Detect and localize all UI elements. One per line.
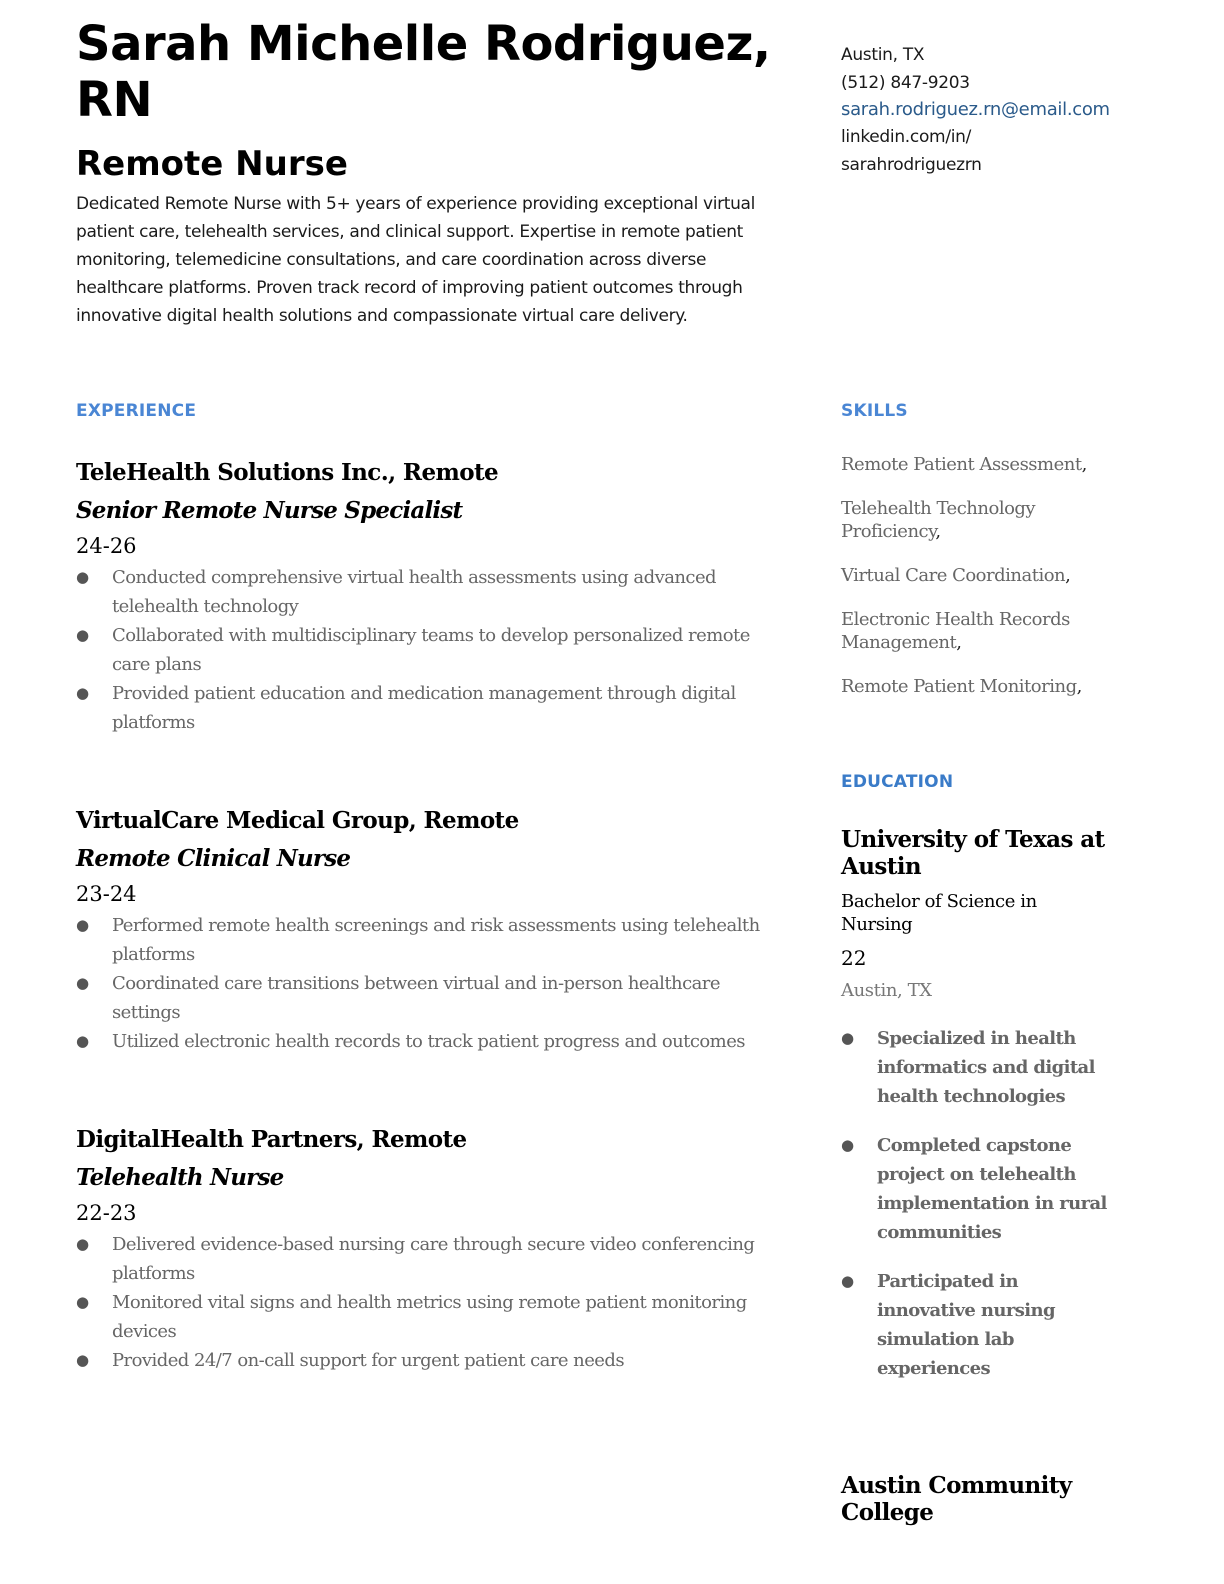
school-name: University of Texas at Austin [841,826,1105,880]
email-link[interactable]: sarah.rodriguez.rn@email.com [841,99,1110,120]
experience-entry [76,1124,776,1375]
responsibility-item: ● Coordinated care transitions between virtual and in-person healthcare settings [76,969,776,1027]
bullet-icon: ● [76,626,89,644]
bullet-icon: ● [841,1272,854,1290]
bullet-icon: ● [76,1293,89,1311]
position-title: Senior Remote Nurse Specialist [76,497,463,524]
bullet-icon: ● [76,1351,89,1369]
school-location: Austin, TX [841,980,932,1001]
responsibility-item: ● Utilized electronic health records to track patient progress and outcomes [76,1027,776,1056]
experience-entry [76,457,776,737]
responsibility-list [76,911,776,1056]
school-name: Austin Community College [841,1472,1072,1526]
company-name: DigitalHealth Partners, Remote [76,1126,467,1153]
skill-item: Remote Patient Assessment, [841,454,1087,475]
employment-dates: 22-23 [76,1201,137,1225]
responsibility-item: ● Provided patient education and medication management through digital platforms [76,679,776,737]
responsibility-item: ● Delivered evidence-based nursing care through secure video conferencing platforms [76,1230,776,1288]
bullet-icon: ● [76,916,89,934]
experience-entry [76,805,776,1056]
skill-item: Electronic Health Records Management, [841,609,1070,653]
responsibility-item: ● Monitored vital signs and health metrics using remote patient monitoring devices [76,1288,776,1346]
education-heading: EDUCATION [841,772,954,792]
professional-summary: Dedicated Remote Nurse with 5+ years of experience providing exceptional virtual patient care, telehealth services, and clinical support. Expertise in remote patient monitoring, telemedicine consultations, and care coordination across diverse healthcare platforms. Proven track record of improving patient outcomes through innovative digital health solutions and compassionate virtual care delivery. [76,194,755,326]
degree-name: Bachelor of Science in Nursing [841,891,1037,935]
company-name: VirtualCare Medical Group, Remote [76,807,519,834]
phone-number[interactable]: (512) 847-9203 [841,73,970,93]
responsibility-item: ● Performed remote health screenings and risk assessments using telehealth platforms [76,911,776,969]
position-title: Remote Clinical Nurse [76,845,351,872]
job-role-title: Remote Nurse [76,144,348,184]
education-entry [841,1472,1111,1526]
responsibility-item: ● Collaborated with multidisciplinary teams to develop personalized remote care plans [76,621,776,679]
responsibility-list [76,563,776,737]
bullet-icon: ● [76,1235,89,1253]
bullet-icon: ● [76,684,89,702]
experience-heading: EXPERIENCE [76,401,197,421]
contact-block [841,41,1111,179]
skills-heading: SKILLS [841,401,908,421]
bullet-icon: ● [76,568,89,586]
candidate-name: Sarah Michelle Rodriguez, RN [76,16,771,128]
graduation-year: 22 [841,946,867,970]
highlight-item: ● Participated in innovative nursing simulation lab experiences [841,1267,1111,1383]
location-text: Austin, TX [841,45,925,65]
highlight-item: ● Specialized in health informatics and digital health technologies [841,1024,1111,1111]
bullet-icon: ● [841,1029,854,1047]
highlight-item: ● Completed capstone project on telehealth implementation in rural communities [841,1131,1111,1247]
bullet-icon: ● [76,1032,89,1050]
responsibility-item: ● Provided 24/7 on-call support for urgent patient care needs [76,1346,776,1375]
position-title: Telehealth Nurse [76,1164,284,1191]
education-entry [841,826,1111,1403]
bullet-icon: ● [841,1136,854,1154]
skill-item: Telehealth Technology Proficiency, [841,498,1036,542]
employment-dates: 23-24 [76,882,137,906]
linkedin-link[interactable]: linkedin.com/in/ sarahrodriguezrn [841,127,982,175]
responsibility-item: ● Conducted comprehensive virtual health assessments using advanced telehealth technology [76,563,776,621]
employment-dates: 24-26 [76,534,137,558]
skill-item: Virtual Care Coordination, [841,565,1071,586]
responsibility-list [76,1230,776,1375]
bullet-icon: ● [76,974,89,992]
skill-item: Remote Patient Monitoring, [841,676,1082,697]
skills-list [841,453,1111,719]
education-highlights [841,1024,1111,1383]
company-name: TeleHealth Solutions Inc., Remote [76,459,499,486]
